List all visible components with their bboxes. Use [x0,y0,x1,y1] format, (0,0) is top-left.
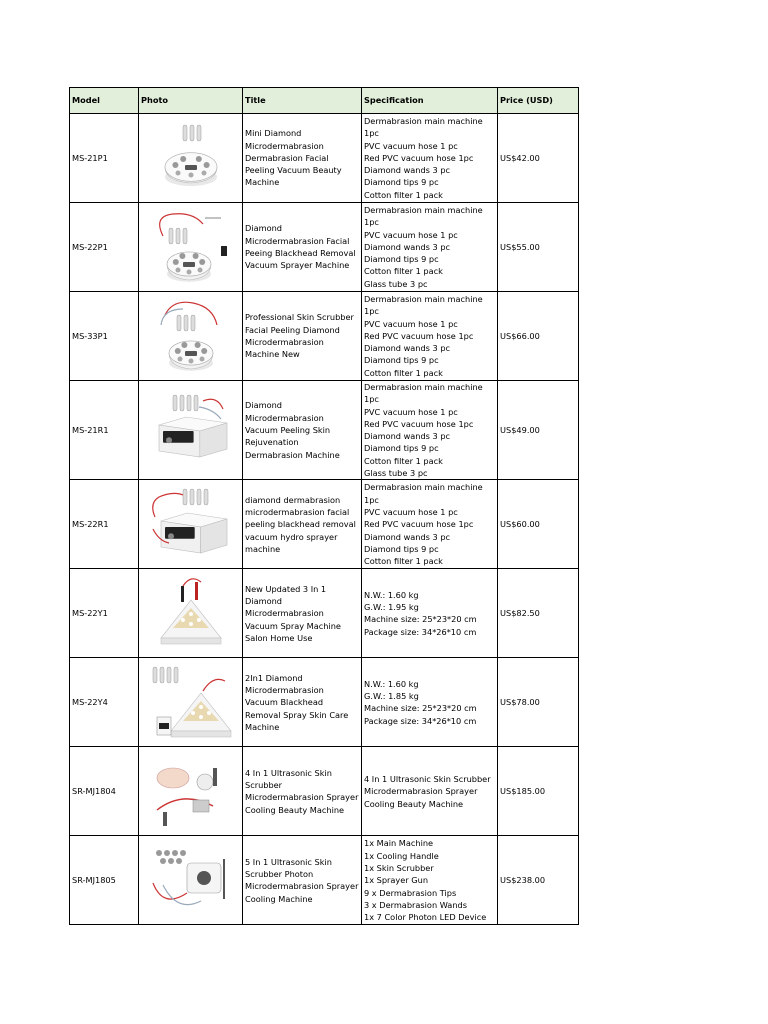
spec-line: N.W.: 1.60 kg [364,589,419,600]
spec-line: 4 In 1 Ultrasonic Skin Scrubber [364,773,491,784]
spec-line: 1pc [364,128,379,139]
spec-line: 1x Sprayer Gun [364,875,429,886]
machine-box-white-icon [143,389,239,471]
spec-line: Diamond tips 9 pc [364,543,439,554]
title-cell: 4 In 1 Ultrasonic Skin Scrubber Microdermabrasion Sprayer Cooling Beauty Machine [243,747,362,836]
spec-line: Red PVC vacuum hose 1pc [364,152,474,163]
specification-cell [362,381,498,480]
spec-line: Cotton filter 1 pack [364,189,443,200]
spec-line: PVC vacuum hose 1 pc [364,229,458,240]
table-row [70,747,579,836]
header-price: Price (USD) [498,88,579,114]
header-photo: Photo [139,88,243,114]
spec-line: Glass tube 3 pc [364,278,428,289]
spec-line: Package size: 34*26*10 cm [364,715,477,726]
photo-cell [139,658,243,747]
title-cell: 5 In 1 Ultrasonic Skin Scrubber Photon Microdermabrasion Sprayer Cooling Machine [243,836,362,925]
header-title: Title [243,88,362,114]
photo-cell [139,292,243,381]
spec-line: Diamond wands 3 pc [364,431,451,442]
specification-cell [362,203,498,292]
photo-cell [139,381,243,480]
spec-line: Red PVC vacuum hose 1pc [364,418,474,429]
model-cell: MS-22R1 [70,480,139,569]
spec-line: PVC vacuum hose 1 pc [364,318,458,329]
model-cell: SR-MJ1805 [70,836,139,925]
product-table [69,87,579,925]
model-cell: MS-22P1 [70,203,139,292]
spec-line: Machine size: 25*23*20 cm [364,614,477,625]
spec-line: Diamond wands 3 pc [364,241,451,252]
photo-cell [139,836,243,925]
price-cell: US$66.00 [498,292,579,381]
table-row [70,658,579,747]
specification-cell [362,836,498,925]
spec-line: Dermabrasion main machine [364,204,483,215]
spec-line: Cotton filter 1 pack [364,455,443,466]
header-specification: Specification [362,88,498,114]
spec-line: Cotton filter 1 pack [364,556,443,567]
spec-line: G.W.: 1.85 kg [364,691,419,702]
spec-line: N.W.: 1.60 kg [364,678,419,689]
spec-line: 1x Main Machine [364,838,434,849]
table-row [70,569,579,658]
model-cell: MS-21R1 [70,381,139,480]
machine-kit-5in1-icon [143,839,239,921]
table-row [70,836,579,925]
specification-cell [362,747,498,836]
spec-line: Package size: 34*26*10 cm [364,626,477,637]
spec-line: Red PVC vacuum hose 1pc [364,519,474,530]
spec-line: Dermabrasion main machine [364,382,483,392]
spec-line: 1pc [364,394,379,405]
spec-line: Diamond tips 9 pc [364,355,439,366]
machine-box-sprayer-icon [143,483,239,565]
spec-line: Diamond wands 3 pc [364,165,451,176]
header-model: Model [70,88,139,114]
spec-line: Dermabrasion main machine [364,482,483,493]
model-cell: SR-MJ1804 [70,747,139,836]
title-cell: diamond dermabrasion microdermabrasion facial peeling blackhead removal vacuum hydro sprayer machine [243,480,362,569]
spec-line: Cotton filter 1 pack [364,266,443,277]
model-cell: MS-22Y1 [70,569,139,658]
spec-line: Microdermabrasion Sprayer [364,786,478,797]
title-cell: Professional Skin Scrubber Facial Peeling Diamond Microdermabrasion Machine New [243,292,362,381]
spec-line: Diamond tips 9 pc [364,177,439,188]
spec-line: Diamond wands 3 pc [364,343,451,354]
price-cell: US$42.00 [498,114,579,203]
machine-triangle-kit-icon [143,661,239,743]
spec-line: PVC vacuum hose 1 pc [364,406,458,417]
price-cell: US$185.00 [498,747,579,836]
price-cell: US$49.00 [498,381,579,480]
spec-line: Dermabrasion main machine [364,115,483,126]
spec-line: G.W.: 1.95 kg [364,602,419,613]
photo-cell [139,480,243,569]
spec-line: 9 x Dermabrasion Tips [364,887,457,898]
spec-line: 1x Cooling Handle [364,850,439,861]
price-cell: US$60.00 [498,480,579,569]
spec-line: 1x 7 Color Photon LED Device [364,912,487,923]
table-row [70,381,579,480]
spec-line: 3 x Dermabrasion Wands [364,899,467,910]
spec-line: Dermabrasion main machine [364,293,483,304]
machine-triangle-gold-icon [143,572,239,654]
photo-cell [139,203,243,292]
title-cell: Mini Diamond Microdermabrasion Dermabrasion Facial Peeling Vacuum Beauty Machine [243,114,362,203]
specification-cell [362,480,498,569]
table-row [70,114,579,203]
title-cell: New Updated 3 In 1 Diamond Microdermabrasion Vacuum Spray Machine Salon Home Use [243,569,362,658]
spec-line: Cotton filter 1 pack [364,367,443,378]
spec-line: PVC vacuum hose 1 pc [364,140,458,151]
spec-line: Diamond tips 9 pc [364,254,439,265]
photo-cell [139,747,243,836]
header-row [70,88,579,114]
spec-line: Diamond wands 3 pc [364,531,451,542]
machine-round-sprayer-icon [143,206,239,288]
table-row [70,480,579,569]
price-cell: US$238.00 [498,836,579,925]
title-cell: Diamond Microdermabrasion Vacuum Peeling Skin Rejuvenation Dermabrasion Machine [243,381,362,480]
photo-cell [139,569,243,658]
spec-line: Diamond tips 9 pc [364,443,439,454]
model-cell: MS-21P1 [70,114,139,203]
machine-round-3-wands-icon [143,117,239,199]
model-cell: MS-22Y4 [70,658,139,747]
table-row [70,292,579,381]
machine-kit-4in1-icon [143,750,239,832]
spec-line: PVC vacuum hose 1 pc [364,506,458,517]
specification-cell [362,114,498,203]
specification-cell [362,292,498,381]
spec-line: Machine size: 25*23*20 cm [364,703,477,714]
specification-cell [362,569,498,658]
spec-line: 1pc [364,494,379,505]
photo-cell [139,114,243,203]
spec-line: Glass tube 3 pc [364,468,428,479]
spec-line: 1x Skin Scrubber [364,862,434,873]
spec-line: 1pc [364,306,379,317]
title-cell: Diamond Microdermabrasion Facial Peeing Blackhead Removal Vacuum Sprayer Machine [243,203,362,292]
price-cell: US$78.00 [498,658,579,747]
spec-line: 1pc [364,217,379,228]
machine-round-hoses-icon [143,295,239,377]
specification-cell [362,658,498,747]
model-cell: MS-33P1 [70,292,139,381]
price-cell: US$82.50 [498,569,579,658]
table-row [70,203,579,292]
spec-line: Cooling Beauty Machine [364,798,464,809]
title-cell: 2In1 Diamond Microdermabrasion Vacuum Blackhead Removal Spray Skin Care Machine [243,658,362,747]
price-cell: US$55.00 [498,203,579,292]
spec-line: Red PVC vacuum hose 1pc [364,330,474,341]
